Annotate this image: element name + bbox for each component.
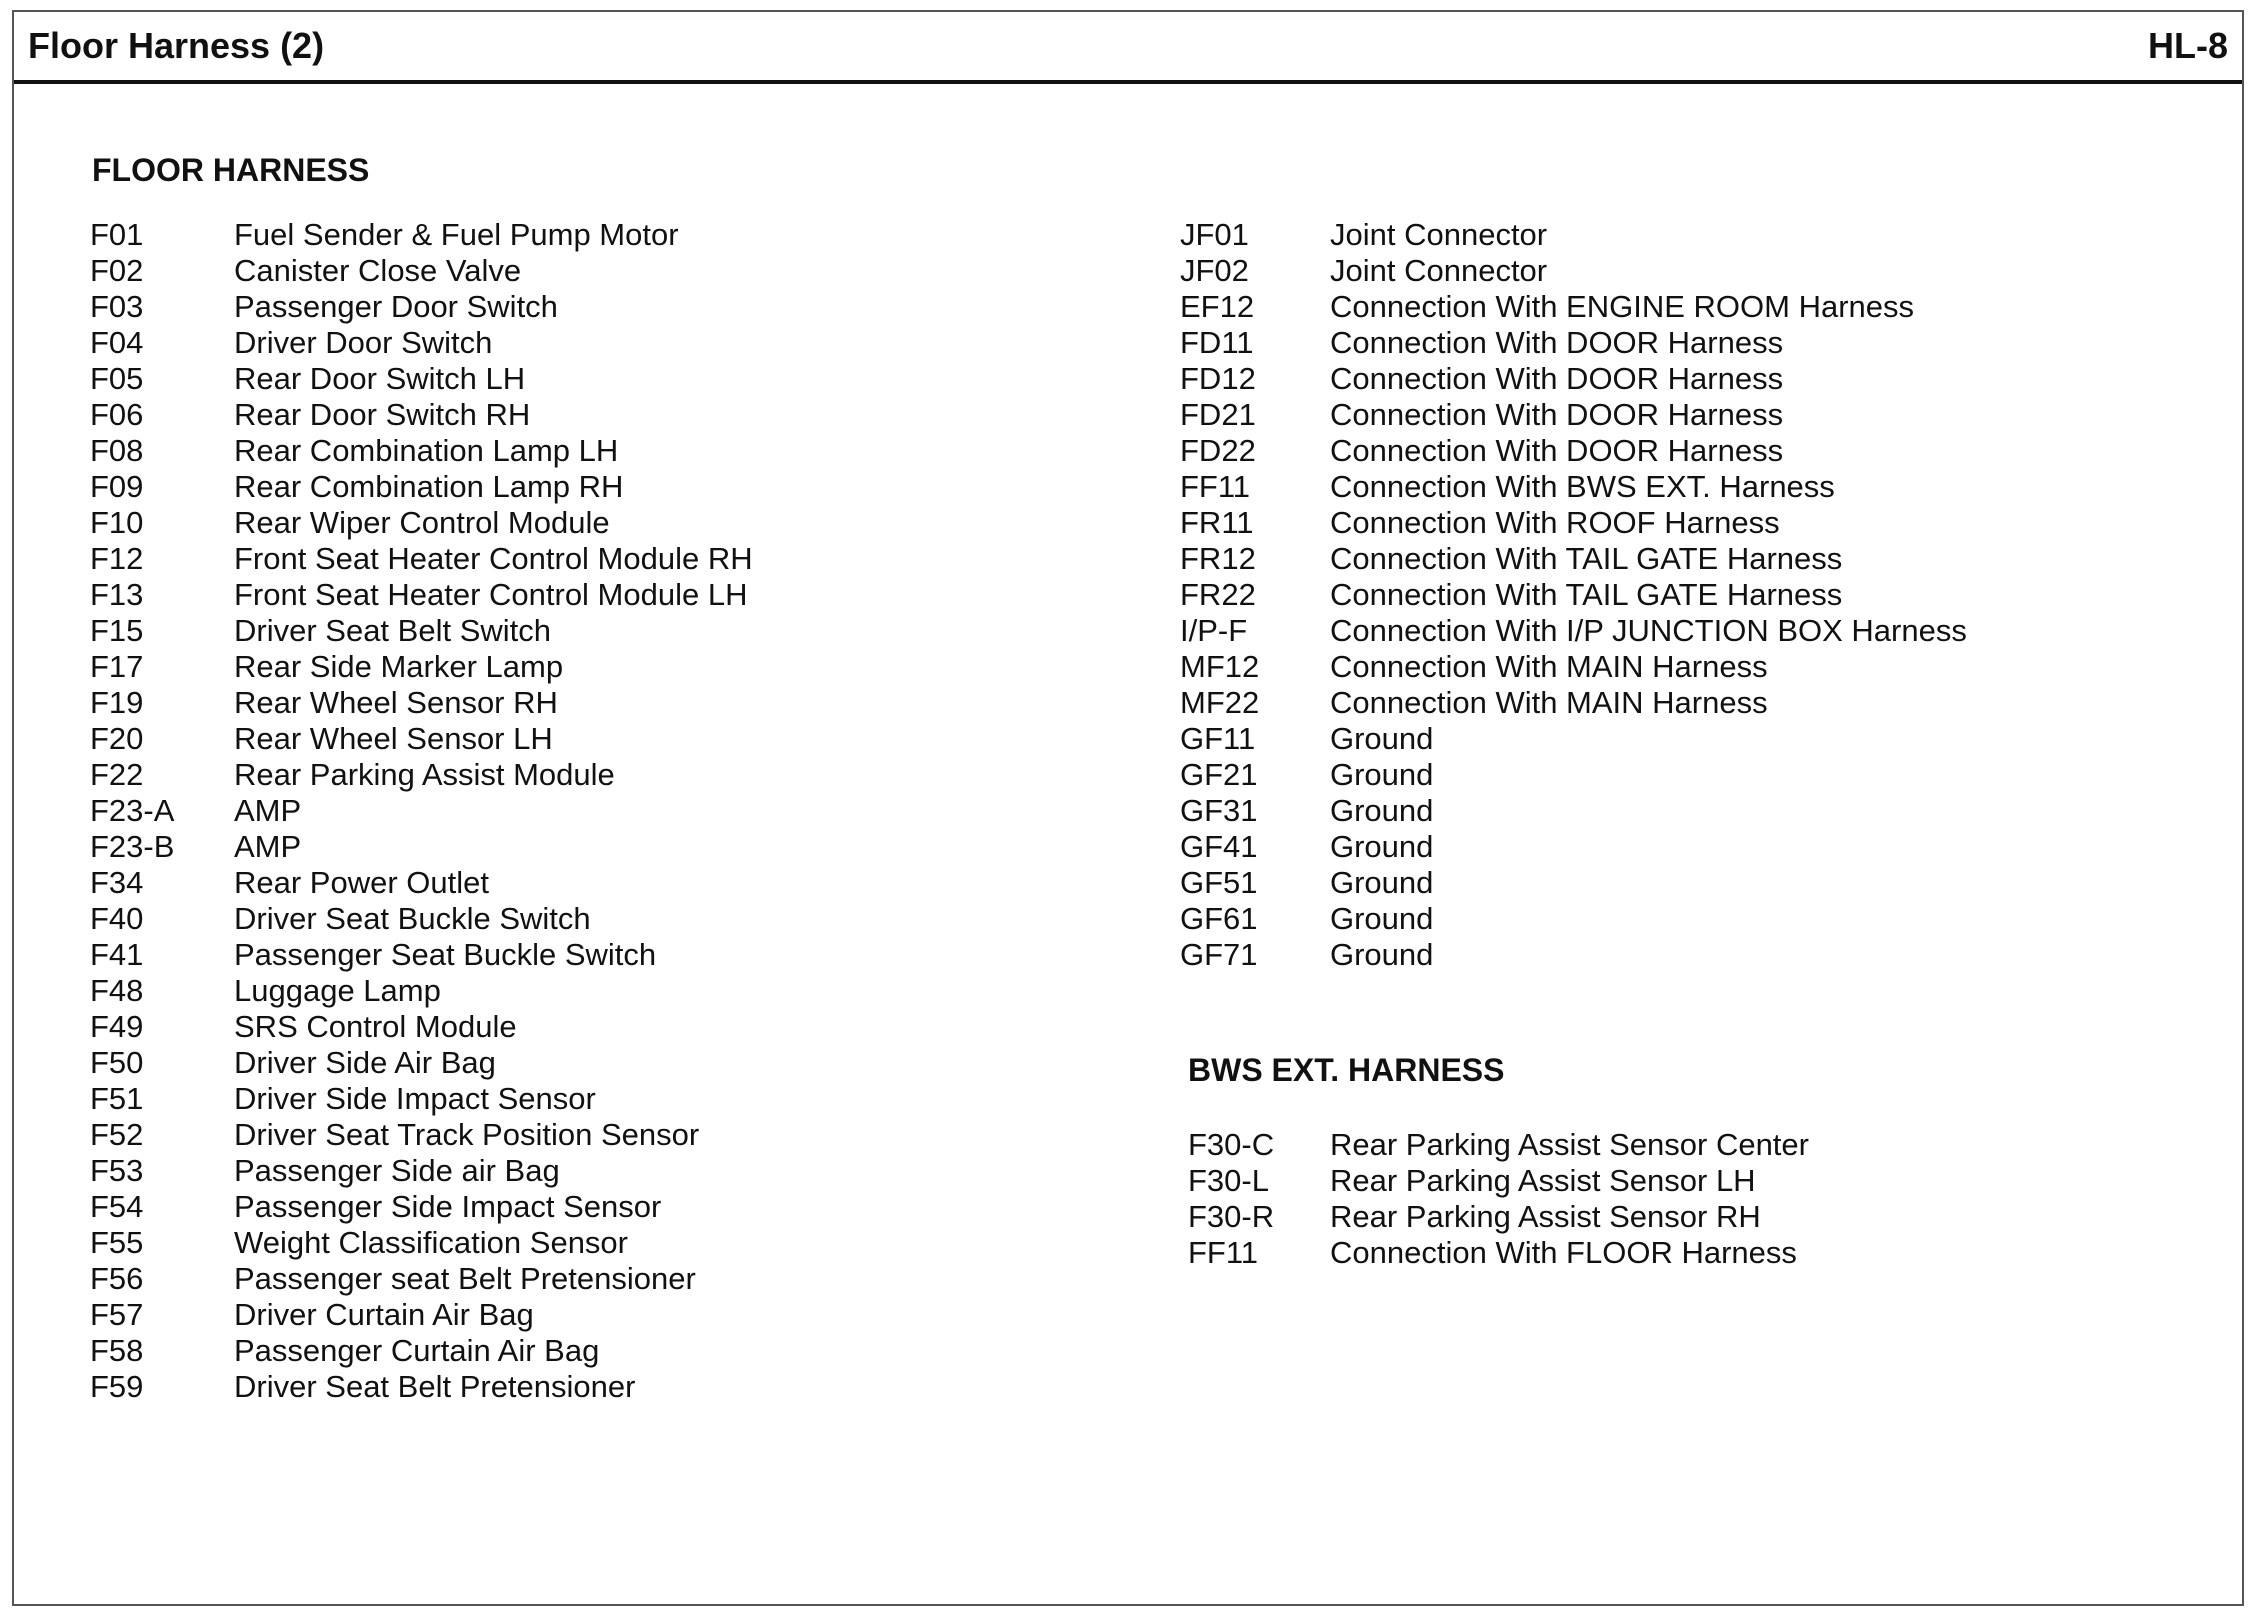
connector-description: AMP	[234, 793, 302, 828]
connector-description: Connection With MAIN Harness	[1330, 649, 1768, 684]
connector-code: F10	[90, 505, 144, 540]
connector-row	[90, 1117, 1090, 1153]
connector-code: FR12	[1180, 541, 1256, 576]
connector-description: Connection With BWS EXT. Harness	[1330, 469, 1835, 504]
connector-code: FD11	[1180, 325, 1254, 360]
connector-description: Connection With TAIL GATE Harness	[1330, 577, 1843, 612]
connector-row	[90, 217, 1090, 253]
connector-row	[90, 577, 1090, 613]
connector-description: Connection With DOOR Harness	[1330, 325, 1784, 360]
connector-description: Driver Side Air Bag	[234, 1045, 496, 1080]
connector-row	[1188, 1163, 2188, 1199]
connector-description: Rear Parking Assist Module	[234, 757, 615, 792]
connector-description: Canister Close Valve	[234, 253, 522, 288]
connector-code: F13	[90, 577, 144, 612]
connector-code: F30-C	[1188, 1127, 1275, 1162]
connector-description: Connection With DOOR Harness	[1330, 433, 1784, 468]
connector-row	[90, 469, 1090, 505]
connector-code: F22	[90, 757, 144, 792]
connector-description: AMP	[234, 829, 302, 864]
connector-description: Rear Wheel Sensor RH	[234, 685, 558, 720]
connector-description: Ground	[1330, 793, 1434, 828]
connector-row	[1180, 217, 2180, 253]
connector-description: Passenger seat Belt Pretensioner	[234, 1261, 696, 1296]
connector-description: Joint Connector	[1330, 217, 1548, 252]
connector-row	[90, 1045, 1090, 1081]
connector-code: F05	[90, 361, 144, 396]
connector-description: Driver Seat Track Position Sensor	[234, 1117, 700, 1152]
connector-row	[1180, 253, 2180, 289]
connector-row	[1180, 937, 2180, 973]
floor-harness-heading: FLOOR HARNESS	[92, 152, 370, 188]
connector-row	[1180, 649, 2180, 685]
connector-code: GF71	[1180, 937, 1258, 972]
connector-description: Connection With TAIL GATE Harness	[1330, 541, 1843, 576]
connector-description: Driver Side Impact Sensor	[234, 1081, 596, 1116]
connector-code: I/P-F	[1180, 613, 1248, 648]
connector-description: Connection With DOOR Harness	[1330, 361, 1784, 396]
connector-row	[1180, 541, 2180, 577]
connector-code: F03	[90, 289, 144, 324]
connector-code: F50	[90, 1045, 144, 1080]
connector-code: F30-L	[1188, 1163, 1269, 1198]
connector-description: Fuel Sender & Fuel Pump Motor	[234, 217, 679, 252]
connector-description: Rear Parking Assist Sensor RH	[1330, 1199, 1761, 1234]
connector-row	[90, 1189, 1090, 1225]
connector-description: Connection With DOOR Harness	[1330, 397, 1784, 432]
connector-description: Driver Seat Buckle Switch	[234, 901, 591, 936]
connector-description: Rear Parking Assist Sensor LH	[1330, 1163, 1756, 1198]
connector-code: F17	[90, 649, 144, 684]
connector-row	[90, 1153, 1090, 1189]
connector-code: F30-R	[1188, 1199, 1275, 1234]
connector-code: F58	[90, 1333, 144, 1368]
connector-code: GF41	[1180, 829, 1258, 864]
connector-row	[90, 829, 1090, 865]
connector-row	[90, 613, 1090, 649]
connector-description: Weight Classification Sensor	[234, 1225, 628, 1260]
connector-description: Ground	[1330, 829, 1434, 864]
connector-code: F23-B	[90, 829, 175, 864]
connector-row	[1180, 505, 2180, 541]
connector-row	[1180, 325, 2180, 361]
bws-ext-harness-heading: BWS EXT. HARNESS	[1188, 1052, 1505, 1088]
connector-row	[90, 865, 1090, 901]
connector-description: Rear Parking Assist Sensor Center	[1330, 1127, 1809, 1162]
connector-row	[90, 649, 1090, 685]
connector-code: F19	[90, 685, 144, 720]
connector-description: Passenger Seat Buckle Switch	[234, 937, 657, 972]
page-title: Floor Harness (2)	[28, 25, 325, 66]
connector-description: Rear Wiper Control Module	[234, 505, 610, 540]
page-code: HL-8	[2148, 25, 2228, 66]
connector-row	[90, 721, 1090, 757]
connector-row	[1180, 685, 2180, 721]
connector-row	[1180, 829, 2180, 865]
bws-ext-harness-list	[1188, 1127, 2188, 1271]
connector-code: F06	[90, 397, 144, 432]
connector-row	[90, 793, 1090, 829]
connector-row	[1180, 397, 2180, 433]
connector-code: FD12	[1180, 361, 1256, 396]
connector-code: F09	[90, 469, 144, 504]
connector-code: F56	[90, 1261, 144, 1296]
connector-code: F01	[90, 217, 144, 252]
connector-description: Rear Combination Lamp LH	[234, 433, 619, 468]
connector-row	[90, 1297, 1090, 1333]
connector-code: MF22	[1180, 685, 1260, 720]
connector-code: F49	[90, 1009, 144, 1044]
connector-code: F51	[90, 1081, 144, 1116]
connector-code: F20	[90, 721, 144, 756]
connector-code: F55	[90, 1225, 144, 1260]
connector-code: F15	[90, 613, 144, 648]
connector-code: F57	[90, 1297, 144, 1332]
connector-description: Luggage Lamp	[234, 973, 441, 1008]
connector-row	[1180, 757, 2180, 793]
connector-row	[90, 757, 1090, 793]
connector-description: Ground	[1330, 721, 1434, 756]
connector-description: Ground	[1330, 901, 1434, 936]
connector-row	[1180, 865, 2180, 901]
connector-description: Ground	[1330, 937, 1434, 972]
connector-row	[90, 505, 1090, 541]
connector-row	[1180, 613, 2180, 649]
connector-row	[1188, 1199, 2188, 1235]
connector-code: F02	[90, 253, 144, 288]
connector-description: Connection With I/P JUNCTION BOX Harness	[1330, 613, 1967, 648]
connector-row	[90, 1081, 1090, 1117]
connector-row	[90, 1009, 1090, 1045]
connector-code: GF51	[1180, 865, 1258, 900]
connector-description: Driver Seat Belt Pretensioner	[234, 1369, 636, 1404]
connector-row	[1180, 289, 2180, 325]
connector-description: Passenger Curtain Air Bag	[234, 1333, 600, 1368]
connector-row	[1180, 721, 2180, 757]
connector-code: FD21	[1180, 397, 1256, 432]
connector-description: Driver Door Switch	[234, 325, 493, 360]
connector-code: MF12	[1180, 649, 1260, 684]
connector-row	[90, 253, 1090, 289]
connector-description: Connection With ROOF Harness	[1330, 505, 1780, 540]
connector-description: Rear Door Switch RH	[234, 397, 531, 432]
connector-row	[1180, 469, 2180, 505]
connector-row	[90, 685, 1090, 721]
connector-code: F40	[90, 901, 144, 936]
connector-description: Joint Connector	[1330, 253, 1548, 288]
connector-row	[90, 1261, 1090, 1297]
page-frame	[12, 10, 2244, 1606]
connector-description: Passenger Door Switch	[234, 289, 558, 324]
connector-code: EF12	[1180, 289, 1255, 324]
connector-code: F12	[90, 541, 144, 576]
connector-row	[90, 541, 1090, 577]
connector-code: F52	[90, 1117, 144, 1152]
connector-code: GF21	[1180, 757, 1258, 792]
connector-description: Passenger Side Impact Sensor	[234, 1189, 662, 1224]
connector-row	[1188, 1235, 2188, 1271]
connector-description: Rear Wheel Sensor LH	[234, 721, 553, 756]
connector-code: F48	[90, 973, 144, 1008]
connector-description: Rear Side Marker Lamp	[234, 649, 564, 684]
connector-code: F53	[90, 1153, 144, 1188]
connector-description: Rear Power Outlet	[234, 865, 489, 900]
connector-code: F04	[90, 325, 144, 360]
connector-code: F41	[90, 937, 144, 972]
connector-row	[1188, 1127, 2188, 1163]
connector-description: Passenger Side air Bag	[234, 1153, 560, 1188]
connector-row	[1180, 433, 2180, 469]
connector-code: GF61	[1180, 901, 1258, 936]
floor-harness-left-list	[90, 217, 1090, 1405]
connector-description: Front Seat Heater Control Module RH	[234, 541, 753, 576]
connector-code: GF31	[1180, 793, 1258, 828]
connector-row	[90, 937, 1090, 973]
floor-harness-right-list	[1180, 217, 2180, 973]
connector-description: Driver Seat Belt Switch	[234, 613, 551, 648]
page-header	[14, 12, 2242, 84]
connector-code: F34	[90, 865, 144, 900]
connector-row	[90, 1225, 1090, 1261]
connector-code: FF11	[1180, 469, 1251, 504]
connector-code: FR11	[1180, 505, 1254, 540]
connector-row	[90, 289, 1090, 325]
connector-row	[90, 901, 1090, 937]
connector-code: F54	[90, 1189, 144, 1224]
connector-row	[1180, 361, 2180, 397]
connector-code: GF11	[1180, 721, 1256, 756]
connector-row	[90, 361, 1090, 397]
connector-description: Connection With ENGINE ROOM Harness	[1330, 289, 1915, 324]
connector-code: FF11	[1188, 1235, 1259, 1270]
connector-description: Connection With MAIN Harness	[1330, 685, 1768, 720]
connector-description: Driver Curtain Air Bag	[234, 1297, 534, 1332]
connector-description: Ground	[1330, 757, 1434, 792]
connector-code: F59	[90, 1369, 144, 1404]
connector-row	[90, 1369, 1090, 1405]
connector-description: Rear Combination Lamp RH	[234, 469, 624, 504]
connector-description: SRS Control Module	[234, 1009, 517, 1044]
connector-row	[90, 433, 1090, 469]
connector-code: FD22	[1180, 433, 1256, 468]
connector-description: Connection With FLOOR Harness	[1330, 1235, 1797, 1270]
connector-row	[90, 397, 1090, 433]
connector-code: F23-A	[90, 793, 175, 828]
connector-row	[1180, 793, 2180, 829]
connector-code: JF01	[1180, 217, 1249, 252]
connector-row	[90, 325, 1090, 361]
connector-description: Ground	[1330, 865, 1434, 900]
connector-row	[90, 1333, 1090, 1369]
connector-code: JF02	[1180, 253, 1249, 288]
connector-row	[1180, 577, 2180, 613]
connector-code: F08	[90, 433, 144, 468]
connector-description: Rear Door Switch LH	[234, 361, 526, 396]
connector-code: FR22	[1180, 577, 1256, 612]
connector-row	[90, 973, 1090, 1009]
connector-row	[1180, 901, 2180, 937]
connector-description: Front Seat Heater Control Module LH	[234, 577, 748, 612]
